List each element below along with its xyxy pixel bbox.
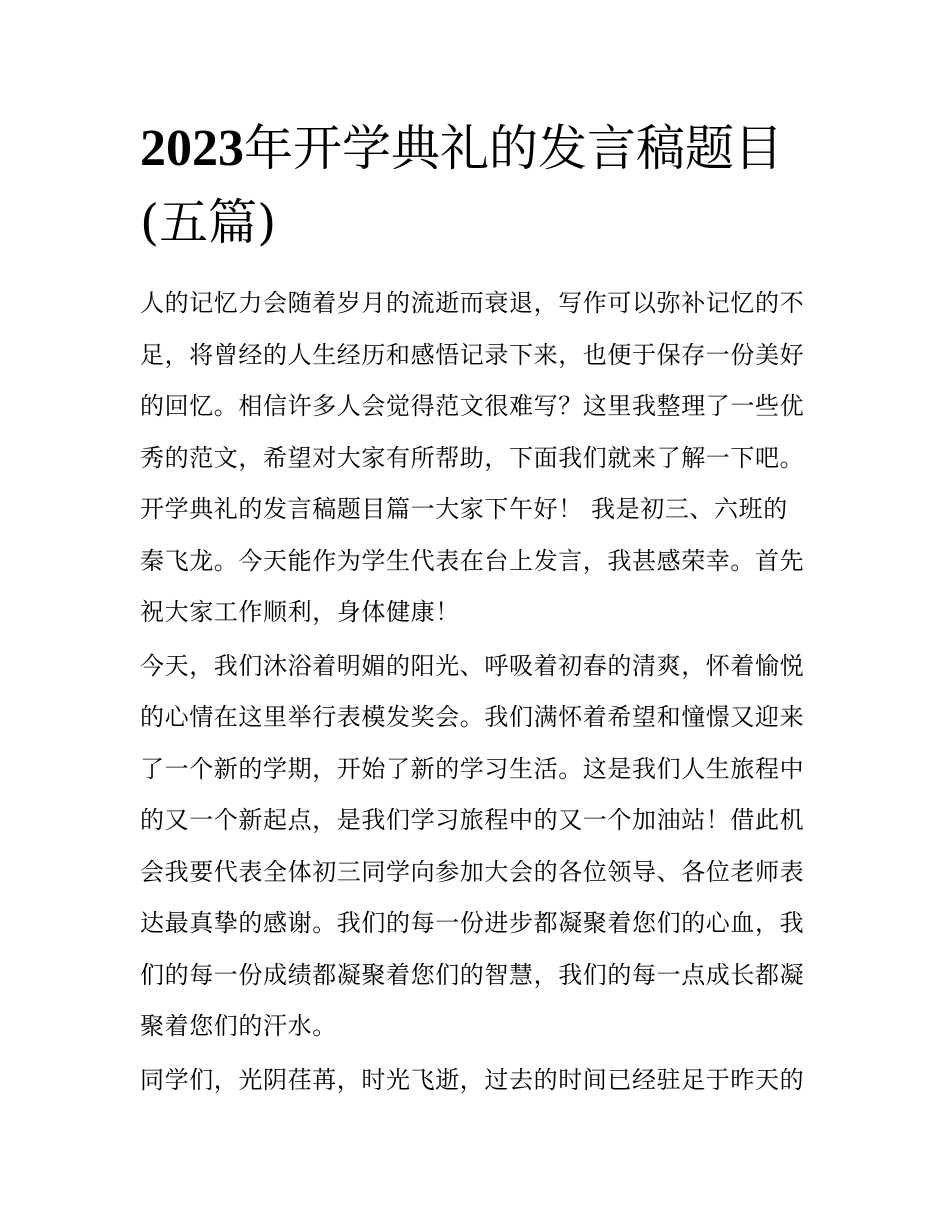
paragraph-line: 会我要代表全体初三同学向参加大会的各位领导、各位老师表: [140, 857, 805, 886]
title-text-line1: 年开学典礼的发言稿题目: [244, 120, 784, 177]
paragraph-line: 的心情在这里举行表模发奖会。我们满怀着希望和憧憬又迎来: [140, 703, 805, 731]
paragraph-line: 足，将曾经的人生经历和感悟记录下来，也便于保存一份美好: [140, 340, 805, 369]
paragraph-1: [140, 278, 820, 639]
paragraph-line: 秀的范文，希望对大家有所帮助，下面我们就来了解一下吧。: [140, 443, 805, 472]
paragraph-3: [140, 1055, 820, 1107]
paragraph-2: [140, 641, 820, 1053]
paragraph-line: 达最真挚的感谢。我们的每一份进步都凝聚着您们的心血，我: [140, 909, 805, 937]
paragraph-line: 同学们，光阴荏苒，时光飞逝，过去的时间已经驻足于昨天的: [140, 1065, 805, 1094]
document-body: [140, 278, 820, 1106]
title-text-line2: (五篇): [140, 194, 277, 251]
paragraph-line: 今天，我们沐浴着明媚的阳光、呼吸着初春的清爽，怀着愉悦: [140, 651, 805, 680]
paragraph-line: 聚着您们的汗水。: [140, 1012, 337, 1040]
paragraph-line: 的回忆。相信许多人会觉得范文很难写？这里我整理了一些优: [140, 392, 805, 420]
document-title: [140, 112, 820, 260]
paragraph-line: 人的记忆力会随着岁月的流逝而衰退，写作可以弥补记忆的不: [140, 289, 805, 317]
paragraph-line: 祝大家工作顺利，身体健康！: [140, 598, 460, 626]
paragraph-line: 的又一个新起点，是我们学习旅程中的又一个加油站！借此机: [140, 806, 805, 834]
paragraph-line: 开学典礼的发言稿题目篇一大家下午好！ 我是初三、六班的: [140, 495, 788, 523]
paragraph-line: 了一个新的学期，开始了新的学习生活。这是我们人生旅程中: [140, 754, 805, 783]
paragraph-line: 秦飞龙。今天能作为学生代表在台上发言，我甚感荣幸。首先: [140, 546, 805, 575]
paragraph-line: 们的每一份成绩都凝聚着您们的智慧，我们的每一点成长都凝: [140, 960, 805, 989]
title-year: 2023: [140, 120, 244, 177]
